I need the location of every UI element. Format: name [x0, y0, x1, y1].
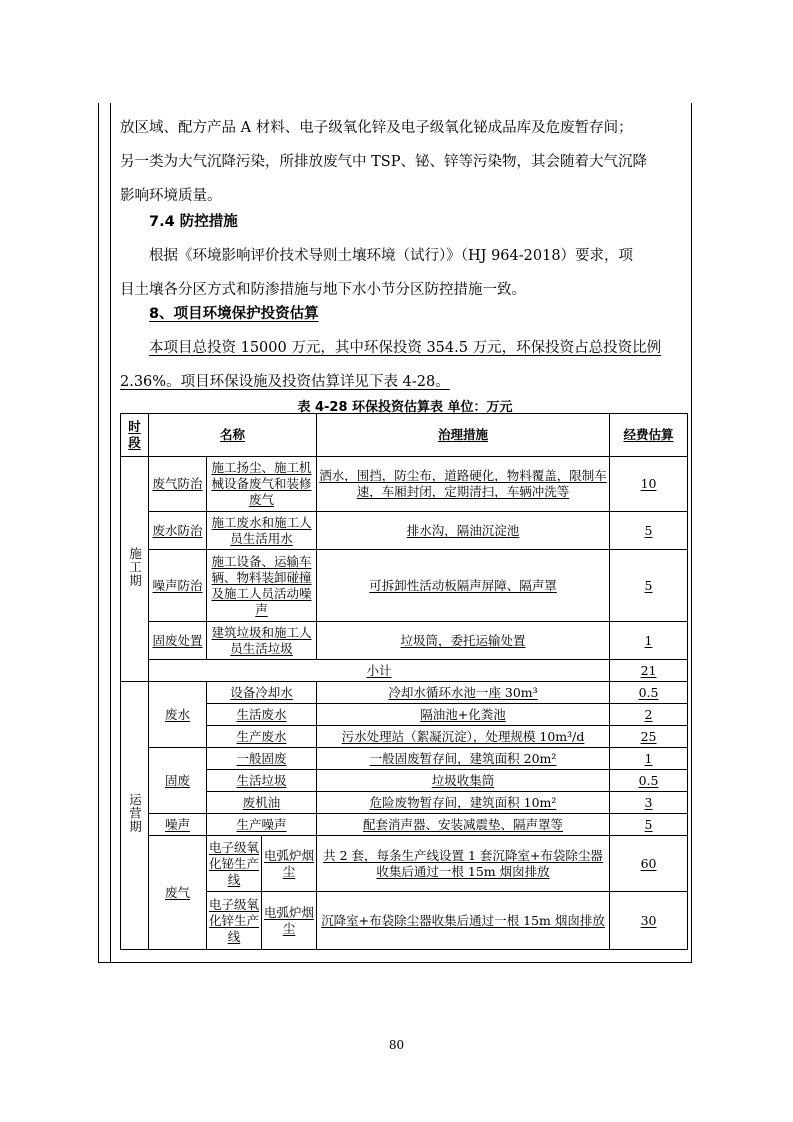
name-cell: 建筑垃圾和施工人员生活垃圾 — [207, 622, 317, 660]
table-row — [121, 682, 688, 704]
table-row — [121, 512, 688, 550]
category-cell: 噪声 — [149, 814, 207, 836]
table-row — [121, 792, 688, 814]
measure-cell: 冷却水循环水池一座 30m³ — [317, 682, 610, 704]
category-cell: 废气 — [149, 836, 207, 950]
category-cell: 废水防治 — [149, 512, 207, 550]
section-7-4-heading: 7.4 防控措施 — [149, 214, 238, 230]
cost-cell: 2 — [610, 704, 688, 726]
name-cell: 设备冷却水 — [207, 682, 317, 704]
measure-cell: 隔油池+化粪池 — [317, 704, 610, 726]
measure-cell: 沉降室+布袋除尘器收集后通过一根 15m 烟囱排放 — [317, 892, 610, 950]
page-number: 80 — [388, 1038, 405, 1052]
measure-cell: 配套消声器、安装减震垫、隔声罩等 — [317, 814, 610, 836]
measure-cell: 一般固废暂存间，建筑面积 20m² — [317, 748, 610, 770]
section-7-4 — [120, 205, 690, 307]
measure-cell: 危险废物暂存间，建筑面积 10m² — [317, 792, 610, 814]
cost-cell: 1 — [610, 748, 688, 770]
intro-line-3: 影响环境质量。 — [120, 188, 222, 204]
investment-table — [120, 413, 688, 950]
measure-cell: 排水沟，隔油沉淀池 — [317, 512, 610, 550]
section-8-line-2: 2.36%。项目环保设施及投资估算详见下表 4-28。 — [120, 374, 450, 390]
period-construction: 施工期 — [121, 457, 149, 682]
line-cell: 电子级氧化铋生产线 — [207, 836, 262, 892]
header-name: 名称 — [149, 414, 317, 457]
category-cell: 废水 — [149, 682, 207, 748]
section-7-4-line-1: 根据《环境影响评价技术导则土壤环境（试行）》（HJ 964-2018）要求，项 — [149, 248, 634, 264]
cost-cell: 5 — [610, 550, 688, 622]
cost-cell: 30 — [610, 892, 688, 950]
name-cell: 一般固废 — [207, 748, 317, 770]
subtotal-value: 21 — [610, 660, 688, 682]
table-header-row — [121, 414, 688, 457]
table-row — [121, 814, 688, 836]
category-cell: 废气防治 — [149, 457, 207, 512]
table-row — [121, 457, 688, 512]
table-row — [121, 704, 688, 726]
name-cell: 生活废水 — [207, 704, 317, 726]
table-row — [121, 892, 688, 950]
table-row — [121, 836, 688, 892]
category-cell: 固废处置 — [149, 622, 207, 660]
table-row — [121, 748, 688, 770]
name-cell: 废机油 — [207, 792, 317, 814]
table-row — [121, 726, 688, 748]
category-cell: 固废 — [149, 748, 207, 814]
cost-cell: 1 — [610, 622, 688, 660]
header-measure: 治理措施 — [317, 414, 610, 457]
measure-cell: 垃圾收集筒 — [317, 770, 610, 792]
name-cell: 生产废水 — [207, 726, 317, 748]
intro-line-2: 另一类为大气沉降污染，所排放废气中 TSP、铋、锌等污染物，其会随着大气沉降 — [120, 154, 647, 170]
intro-line-1: 放区域、配方产品 A 材料、电子级氧化锌及电子级氧化铋成品库及危废暂存间； — [120, 120, 633, 136]
subtotal-label: 小计 — [149, 660, 610, 682]
table-row — [121, 770, 688, 792]
cost-cell: 0.5 — [610, 682, 688, 704]
cost-cell: 10 — [610, 457, 688, 512]
table-row — [121, 622, 688, 660]
cost-cell: 25 — [610, 726, 688, 748]
category-cell: 噪声防治 — [149, 550, 207, 622]
name-cell: 生活垃圾 — [207, 770, 317, 792]
name-cell: 生产噪声 — [207, 814, 317, 836]
subtotal-row — [121, 660, 688, 682]
name-cell: 施工扬尘、施工机械设备废气和装修废气 — [207, 457, 317, 512]
source-cell: 电弧炉烟尘 — [262, 892, 317, 950]
section-8-heading: 8、项目环境保护投资估算 — [149, 306, 319, 322]
period-operation: 运营期 — [121, 682, 149, 950]
measure-cell: 共 2 套，每条生产线设置 1 套沉降室+布袋除尘器收集后通过一根 15m 烟囱排放 — [317, 836, 610, 892]
measure-cell: 垃圾筒，委托运输处置 — [317, 622, 610, 660]
header-cost: 经费估算 — [610, 414, 688, 457]
section-8 — [120, 297, 690, 399]
cost-cell: 5 — [610, 814, 688, 836]
measure-cell: 洒水，围挡，防尘布，道路硬化，物料覆盖，限制车速，车厢封闭，定期清扫，车辆冲洗等 — [317, 457, 610, 512]
table-caption: 表 4-28 环保投资估算表 单位：万元 — [297, 400, 513, 415]
name-cell: 施工设备、运输车辆、物料装卸碰撞及施工人员活动噪声 — [207, 550, 317, 622]
name-cell: 施工废水和施工人员生活用水 — [207, 512, 317, 550]
table-row — [121, 550, 688, 622]
source-cell: 电弧炉烟尘 — [262, 836, 317, 892]
cost-cell: 3 — [610, 792, 688, 814]
measure-cell: 污水处理站（絮凝沉淀），处理规模 10m³/d — [317, 726, 610, 748]
measure-cell: 可拆卸性活动板隔声屏障、隔声罩 — [317, 550, 610, 622]
cost-cell: 60 — [610, 836, 688, 892]
header-period: 时段 — [121, 414, 149, 457]
cost-cell: 5 — [610, 512, 688, 550]
cost-cell: 0.5 — [610, 770, 688, 792]
intro-paragraph — [120, 111, 690, 213]
frame-inner-rule — [110, 103, 111, 962]
section-7-4-line-2: 目土壤各分区方式和防渗措施与地下水小节分区防控措施一致。 — [120, 282, 526, 298]
line-cell: 电子级氧化锌生产线 — [207, 892, 262, 950]
section-8-line-1: 本项目总投资 15000 万元，其中环保投资 354.5 万元，环保投资占总投资比例 — [149, 340, 662, 356]
